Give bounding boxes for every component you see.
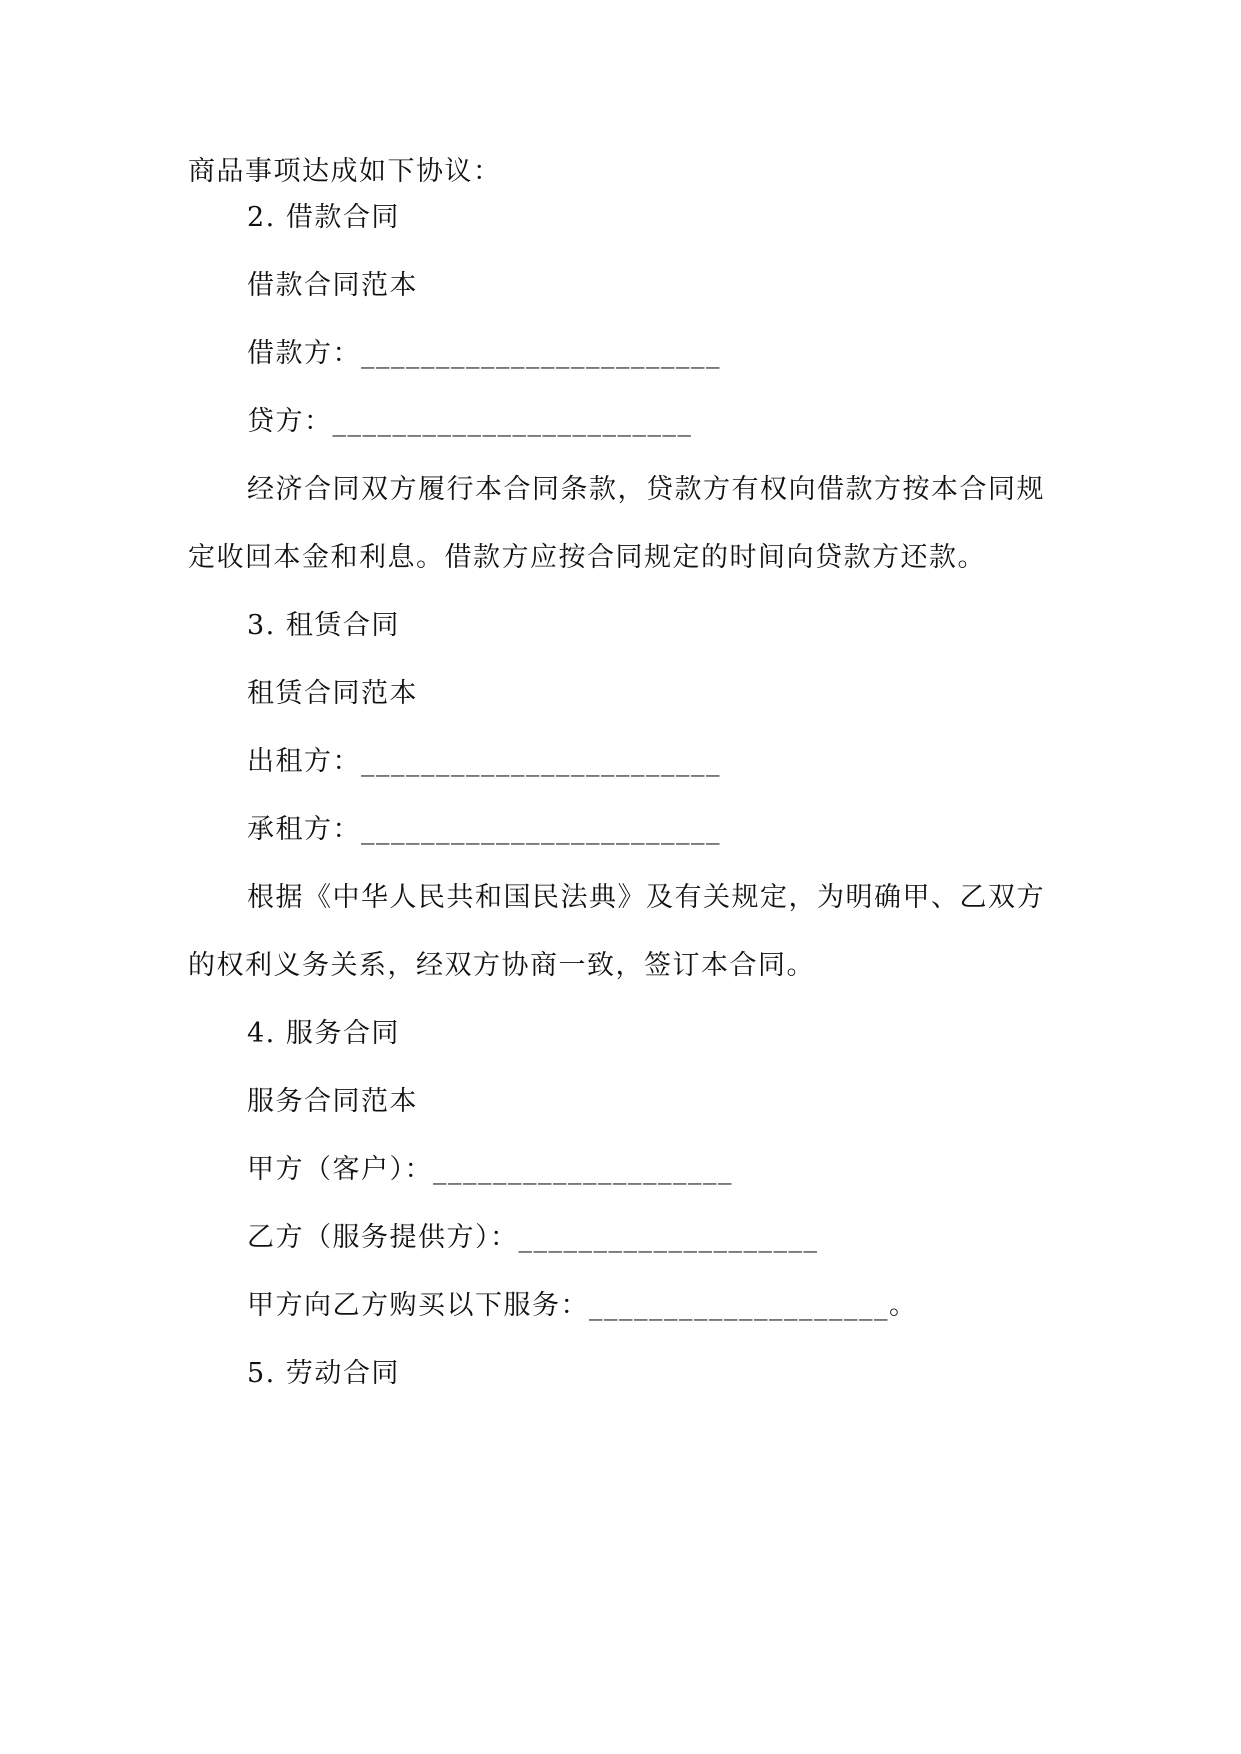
section-heading-labor: 5. 劳动合同	[247, 1358, 400, 1389]
form-line-party-a: 甲方（客户）：____________________	[247, 1154, 733, 1185]
paragraph-line: 的权利义务关系，经双方协商一致，签订本合同。	[188, 950, 815, 981]
form-line-service: 甲方向乙方购买以下服务：____________________。	[247, 1290, 918, 1321]
section-heading-loan: 2. 借款合同	[247, 202, 400, 233]
section-heading-service: 4. 服务合同	[247, 1018, 400, 1049]
text-line: 租赁合同范本	[247, 678, 418, 709]
form-line-lessee: 承租方：________________________	[247, 814, 721, 845]
paragraph-line: 经济合同双方履行本合同条款，贷款方有权向借款方按本合同规	[247, 474, 1045, 505]
text-line: 借款合同范本	[247, 270, 418, 301]
paragraph-line: 定收回本金和利息。借款方应按合同规定的时间向贷款方还款。	[188, 542, 986, 573]
form-line-lessor: 出租方：________________________	[247, 746, 721, 777]
form-line-lender: 贷方：________________________	[247, 406, 693, 437]
form-line-borrower: 借款方：________________________	[247, 338, 721, 369]
text-line: 商品事项达成如下协议：	[188, 156, 502, 187]
paragraph-line: 根据《中华人民共和国民法典》及有关规定，为明确甲、乙双方	[247, 882, 1045, 913]
section-heading-lease: 3. 租赁合同	[247, 610, 400, 641]
form-line-party-b: 乙方（服务提供方）：____________________	[247, 1222, 819, 1253]
text-line: 服务合同范本	[247, 1086, 418, 1117]
